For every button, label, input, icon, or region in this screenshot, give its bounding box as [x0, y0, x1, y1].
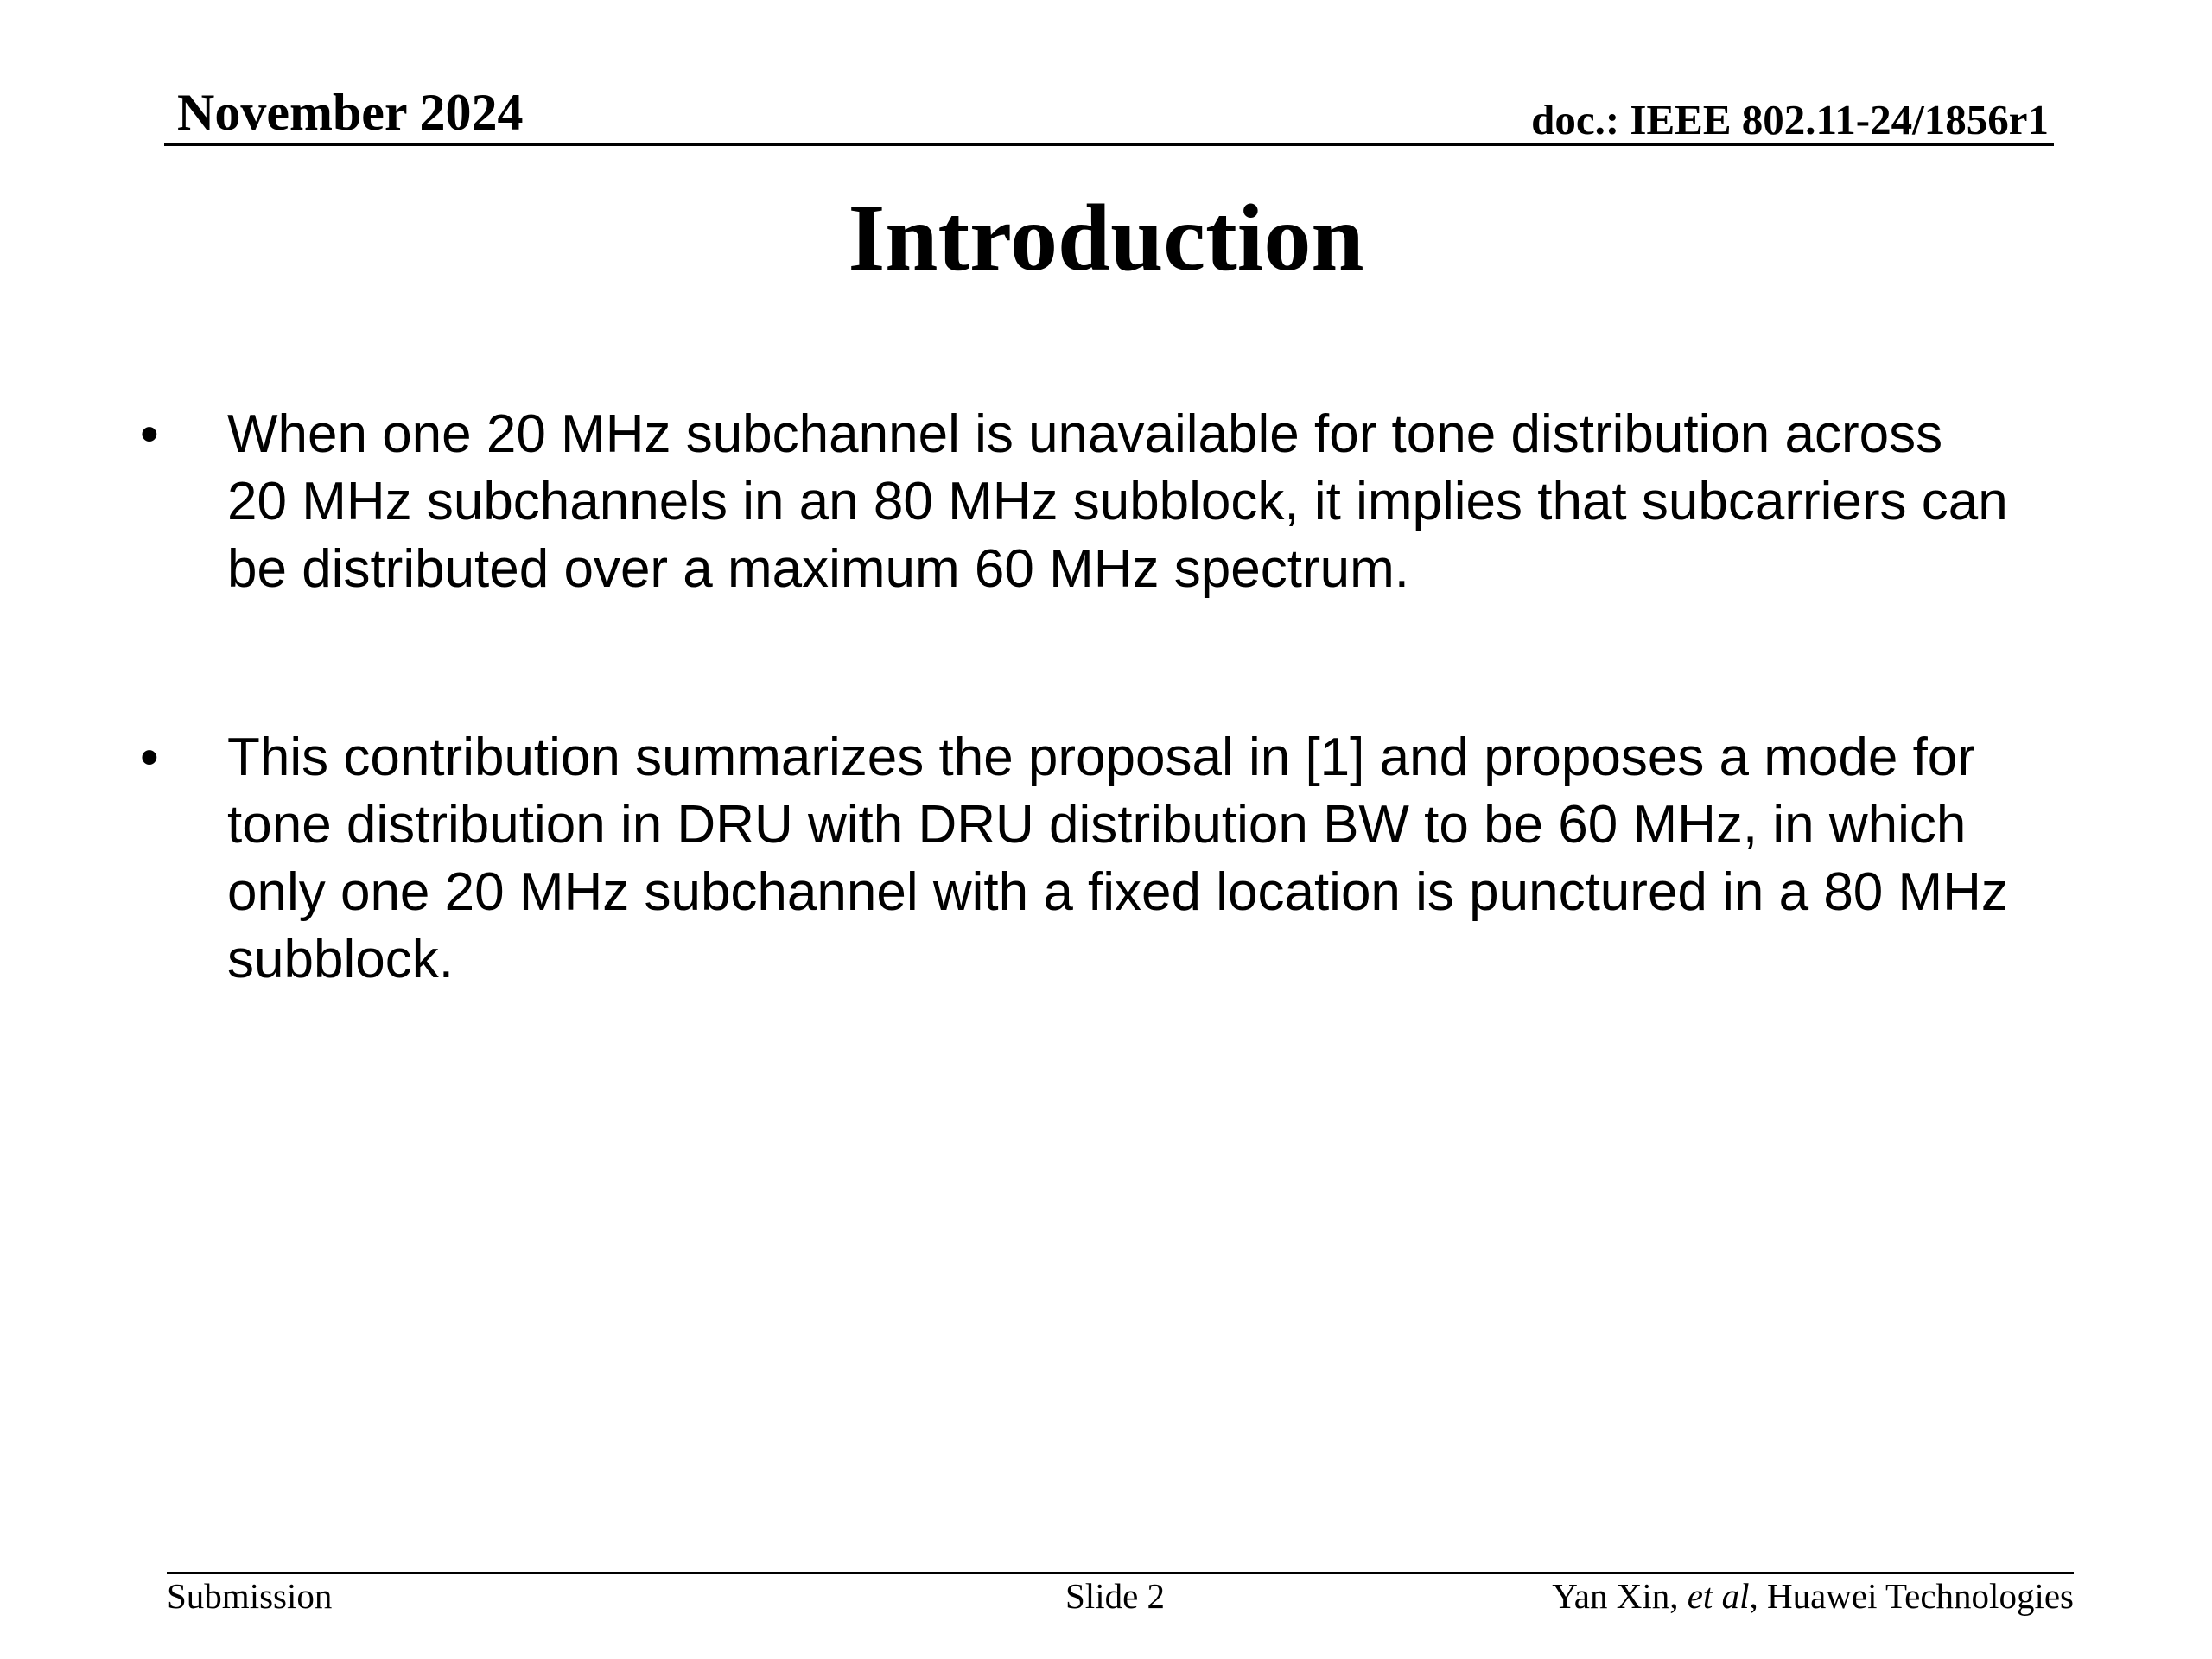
footer-submission: Submission: [167, 1576, 333, 1616]
bullet-line: subblock.: [227, 930, 454, 989]
footer-author-org: , Huawei Technologies: [1749, 1576, 2074, 1616]
header-doc-id: doc.: IEEE 802.11-24/1856r1: [1531, 96, 2049, 143]
bullet-icon: •: [140, 404, 159, 464]
footer-author-etal: et al: [1687, 1576, 1750, 1616]
bullet-line: only one 20 MHz subchannel with a fixed location is punctured in a 80 MHz: [227, 862, 2008, 922]
bullet-text: [227, 724, 2050, 994]
bullet-line: be distributed over a maximum 60 MHz spectrum.: [227, 539, 1409, 599]
footer-slide-number: Slide 2: [1065, 1576, 1166, 1616]
bullet-line: 20 MHz subchannels in an 80 MHz subblock, it implies that subcarriers can: [227, 472, 2008, 531]
bullet-line: This contribution summarizes the proposal in [1] and proposes a mode for: [227, 728, 1975, 787]
header-rule: [164, 143, 2054, 146]
header-date: November 2024: [177, 84, 524, 141]
footer-author: [1552, 1574, 2074, 1618]
footer-author-name: Yan Xin,: [1552, 1576, 1688, 1616]
bullet-text: [227, 401, 2050, 603]
bullet-line: When one 20 MHz subchannel is unavailable for tone distribution across: [227, 404, 1943, 464]
bullet-line: tone distribution in DRU with DRU distribution BW to be 60 MHz, in which: [227, 795, 1967, 855]
bullet-icon: •: [140, 728, 159, 787]
slide-title: Introduction: [848, 185, 1364, 290]
